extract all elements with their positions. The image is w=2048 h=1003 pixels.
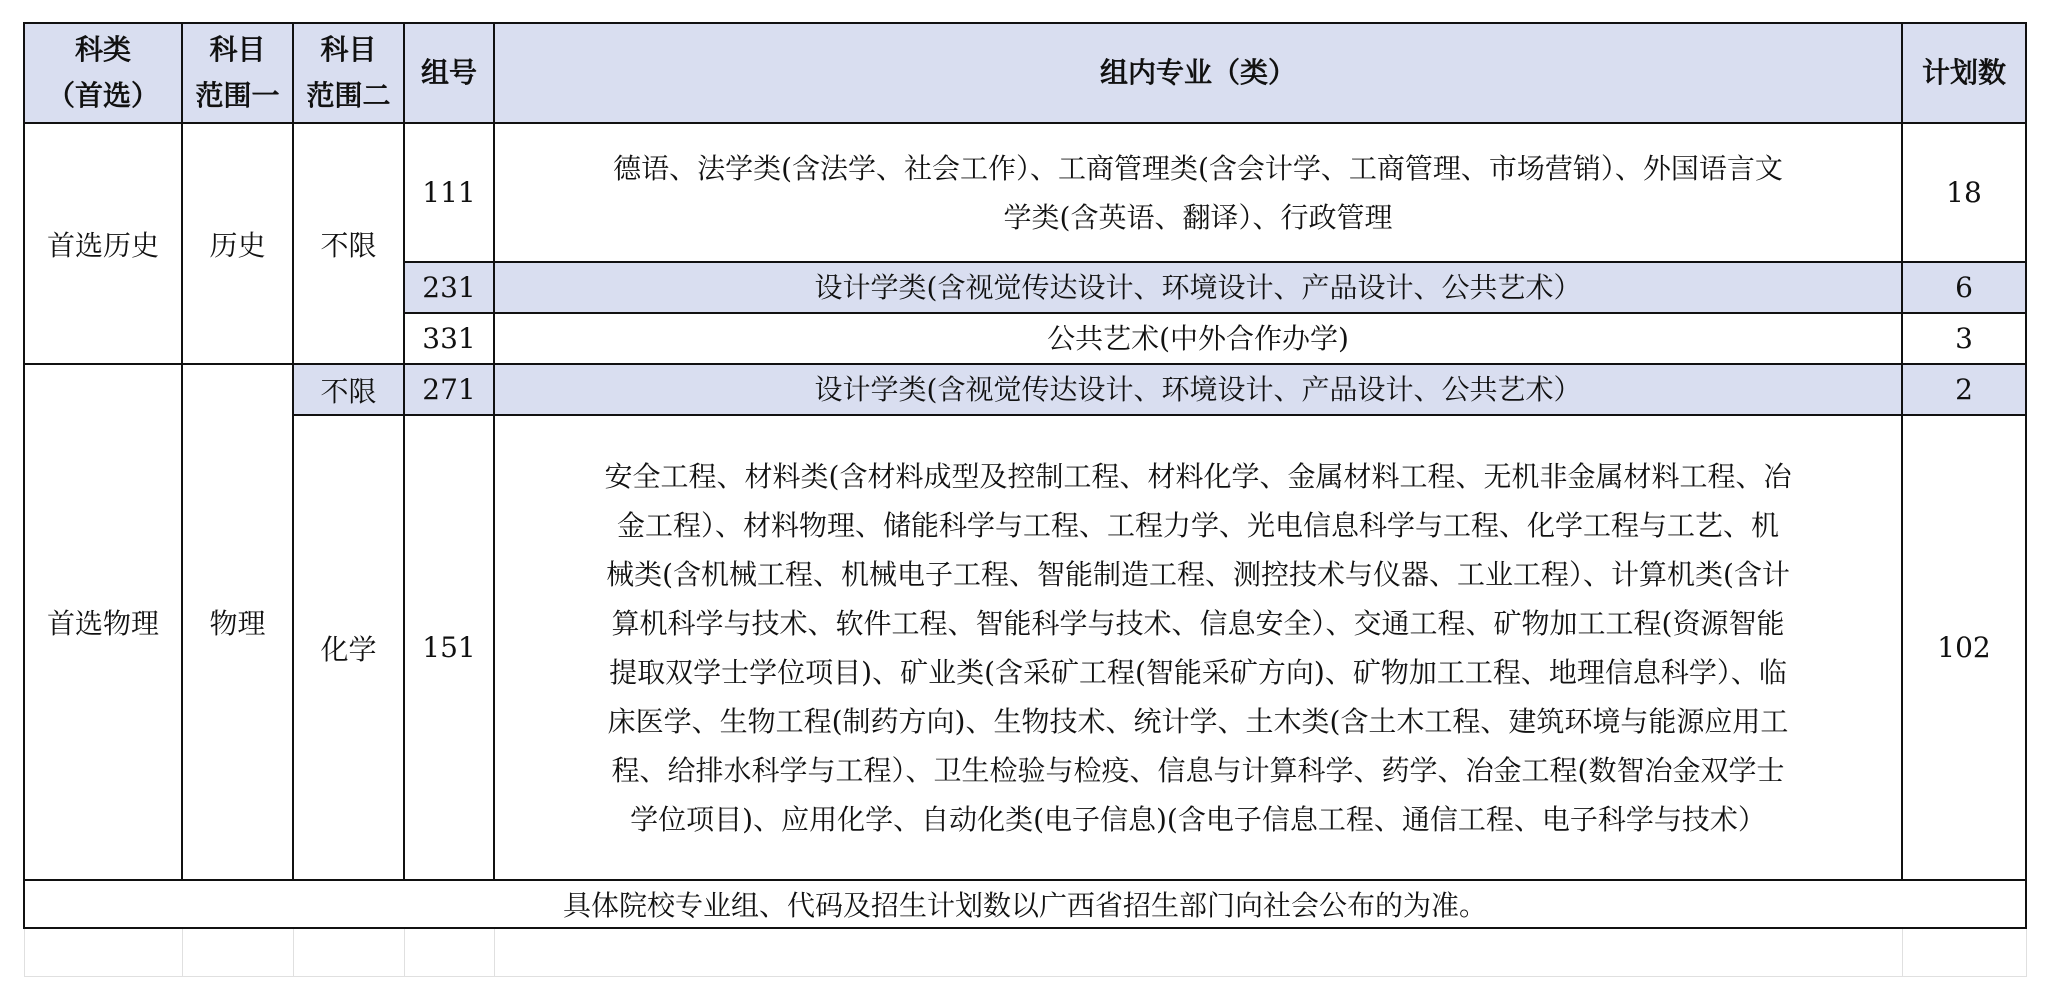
plan-cell: 6 (1902, 262, 2026, 313)
footnote: 具体院校专业组、代码及招生计划数以广西省招生部门向社会公布的为准。 (24, 880, 2026, 928)
empty-cell (494, 928, 1902, 976)
empty-row (24, 928, 2026, 976)
range2-cell: 不限 (293, 364, 404, 415)
majors-cell: 设计学类(含视觉传达设计、环境设计、产品设计、公共艺术） (494, 262, 1902, 313)
range2-cell: 不限 (293, 123, 404, 364)
group-cell: 111 (404, 123, 494, 262)
table-row (24, 364, 2026, 415)
majors-cell: 德语、法学类(含法学、社会工作）、工商管理类(含会计学、工商管理、市场营销）、外国语言文 学类(含英语、翻译）、行政管理 (494, 123, 1902, 262)
category-cell: 首选历史 (24, 123, 182, 364)
majors-cell: 公共艺术(中外合作办学) (494, 313, 1902, 364)
header-range2: 科目 范围二 (293, 23, 404, 123)
note-row (24, 880, 2026, 928)
group-cell: 231 (404, 262, 494, 313)
empty-cell (1902, 928, 2026, 976)
majors-cell: 安全工程、材料类(含材料成型及控制工程、材料化学、金属材料工程、无机非金属材料工程、冶 金工程）、材料物理、储能科学与工程、工程力学、光电信息科学与工程、化学工程与工艺、机 械类(含机械工程、机械电子工程、智能制造工程、测控技术与仪器、工业工程）、计算机类(含计 算机科学与技术、软件工程、智能科学与技术、信息安全）、交通工程、矿物加工工程(资源智能 提取双学士学位项目)、矿业类(含采矿工程(智能采矿方向)、矿物加工工程、地理信息科学）、临 床医学、生物工程(制药方向)、生物技术、统计学、土木类(含土木工程、建筑环境与能源应用工 程、给排水科学与工程）、卫生检验与检疫、信息与计算科学、药学、冶金工程(数智冶金双学士 学位项目)、应用化学、自动化类(电子信息)(含电子信息工程、通信工程、电子科学与技术） (494, 415, 1902, 880)
group-cell: 151 (404, 415, 494, 880)
empty-cell (182, 928, 293, 976)
empty-cell (24, 928, 182, 976)
empty-cell (293, 928, 404, 976)
plan-cell: 18 (1902, 123, 2026, 262)
group-cell: 331 (404, 313, 494, 364)
admission-plan-table (23, 22, 2027, 977)
majors-cell: 设计学类(含视觉传达设计、环境设计、产品设计、公共艺术） (494, 364, 1902, 415)
header-plan: 计划数 (1902, 23, 2026, 123)
header-majors: 组内专业（类） (494, 23, 1902, 123)
empty-cell (404, 928, 494, 976)
category-cell: 首选物理 (24, 364, 182, 880)
group-cell: 271 (404, 364, 494, 415)
range1-cell: 历史 (182, 123, 293, 364)
plan-cell: 2 (1902, 364, 2026, 415)
header-group: 组号 (404, 23, 494, 123)
header-category: 科类 （首选） (24, 23, 182, 123)
plan-cell: 3 (1902, 313, 2026, 364)
table-row (24, 123, 2026, 262)
table-row (24, 415, 2026, 880)
plan-cell: 102 (1902, 415, 2026, 880)
range1-cell: 物理 (182, 364, 293, 880)
range2-cell: 化学 (293, 415, 404, 880)
header-range1: 科目 范围一 (182, 23, 293, 123)
table-header-row (24, 23, 2026, 123)
